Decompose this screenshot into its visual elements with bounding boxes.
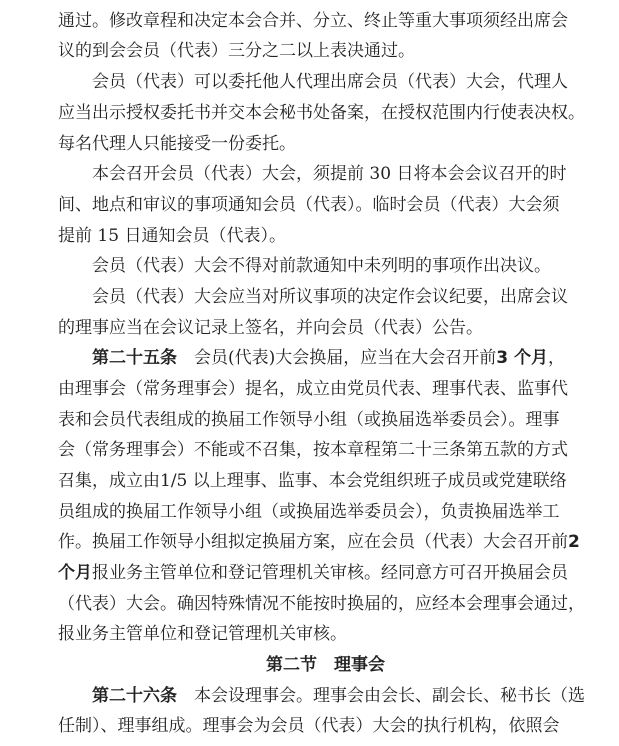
text-line: 会员（代表）可以委托他人代理出席会员（代表）大会，代理人 [92,72,568,92]
section-heading: 第二节 理事会 [266,655,385,675]
emphasis-text: 3 个月 [496,348,549,368]
text-line: 的理事应当在会议记录上签名，并向会员（代表）公告。 [58,318,483,338]
text-line: 任制）、理事组成。理事会为会员（代表）大会的执行机构，依照会 [58,716,560,736]
text-line: 报业务主管单位和登记管理机关审核。 [58,624,347,644]
text-line: 个月报业务主管单位和登记管理机关审核。经同意方可召开换届会员 [58,558,619,588]
text-line: 会员（代表）大会应当对所议事项的决定作会议纪要，出席会议 [92,287,568,307]
text-line: （代表）大会。确因特殊情况不能按时换届的，应经本会理事会通过， [58,594,585,614]
text-line: 会员（代表）大会不得对前款通知中未列明的事项作出决议。 [92,256,551,276]
article-number: 第二十五条 [92,348,177,368]
text-line: 提前 15 日通知会员（代表）。 [58,226,286,246]
text-line: 召集，成立由1/5 以上理事、监事、本会党组织班子成员或党建联络 [58,471,567,491]
text-line: 间、地点和审议的事项通知会员（代表）。临时会员（代表）大会须 [58,195,560,215]
text-line: 议的到会会员（代表）三分之二以上表决通过。 [58,41,415,61]
text-line: 会（常务理事会）不能或不召集，按本章程第二十三条第五款的方式 [58,440,568,460]
article-line: 第二十五条 会员(代表)大会换届，应当在大会召开前3 个月， [92,343,619,373]
text-line: 每名代理人只能接受一份委托。 [58,134,296,154]
text-line: 员组成的换届工作领导小组（或换届选举委员会），负责换届选举工 [58,502,560,522]
text-line: 作。换届工作领导小组拟定换届方案，应在会员（代表）大会召开前2 [58,527,619,557]
article-line: 第二十六条 本会设理事会。理事会由会长、副会长、秘书长（选 [92,681,619,711]
emphasis-text: 个月 [58,563,92,583]
article-number: 第二十六条 [92,686,177,706]
text-line: 通过。修改章程和决定本会合并、分立、终止等重大事项须经出席会 [58,11,568,31]
text-line: 由理事会（常务理事会）提名，成立由党员代表、理事代表、监事代 [58,379,568,399]
text-line: 应当出示授权委托书并交本会秘书处备案，在授权范围内行使表决权。 [58,103,585,123]
text-line: 本会召开会员（代表）大会，须提前 30 日将本会会议召开的时 [92,164,567,184]
emphasis-text: 2 [568,532,580,552]
text-line: 表和会员代表组成的换届工作领导小组（或换届选举委员会）。理事 [58,410,560,430]
